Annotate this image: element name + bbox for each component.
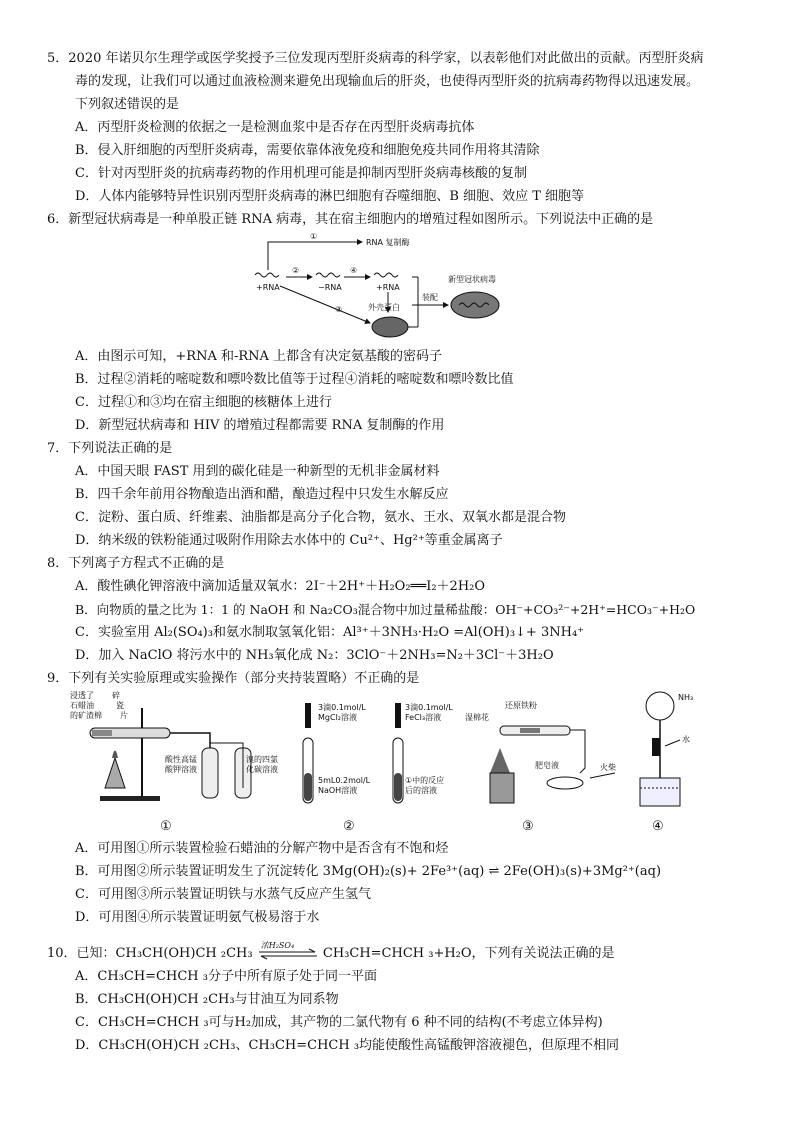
q9-apparatus-figures: [60, 688, 750, 836]
q8-option-b: B．向物质的量之比为 1：1 的 NaOH 和 Na₂CO₃混合物中加过量稀盐酸：OH⁻+CO₃²⁻+2H⁺=HCO₃⁻+H₂O: [75, 602, 696, 617]
q5-option-a: A．丙型肝炎检测的依据之一是检测血浆中是否存在丙型肝炎病毒抗体: [75, 120, 475, 135]
q7-option-d: D．纳米级的铁粉能通过吸附作用除去水体中的 Cu²⁺、Hg²⁺等重金属离子: [75, 533, 503, 548]
arrow-step1: [268, 242, 362, 270]
q10-reaction-arrow: [257, 941, 319, 963]
q7-option-c: C．淀粉、蛋白质、纤维素、油脂都是高分子化合物，氨水、王水、双氧水都是混合物: [75, 510, 566, 525]
label-step3: ③: [335, 305, 343, 314]
rna-positive-wave-2: [374, 273, 398, 277]
q9-stem: 9．下列有关实验原理或实验操作（部分夹持装置略）不正确的是: [47, 671, 420, 686]
svg-text:浸透了: 浸透了: [70, 691, 94, 700]
q6-stem: 6．新型冠状病毒是一种单股正链 RNA 病毒，其在宿主细胞内的增殖过程如图所示。下列说法中正确的是: [47, 212, 654, 227]
svg-text:水: 水: [682, 735, 690, 744]
q9-option-b: B．可用图②所示装置证明发生了沉淀转化 3Mg(OH)₂(s)+ 2Fe³⁺(aq) ⇌ 2Fe(OH)₃(s)+3Mg²⁺(aq): [75, 864, 662, 879]
svg-text:①中的反应: ①中的反应: [405, 776, 445, 785]
label-enzyme: RNA 复制酶: [366, 238, 410, 247]
q8-option-c: C．实验室用 Al₂(SO₄)₃和氨水制取氢氧化铝：Al³⁺＋3NH₃·H₂O =Al(OH)₃↓+ 3NH₄⁺: [75, 625, 585, 640]
svg-text:火柴: 火柴: [600, 763, 616, 772]
q10-option-a: A．CH₃CH=CHCH ₃分子中所有原子处于同一平面: [75, 969, 377, 984]
q6-option-c: C．过程①和③均在宿主细胞的核糖体上进行: [75, 395, 332, 410]
svg-text:酸钾溶液: 酸钾溶液: [165, 765, 197, 774]
q9-option-c: C．可用图③所示装置证明铁与水蒸气反应产生氢气: [75, 887, 371, 902]
svg-text:化碳溶液: 化碳溶液: [246, 765, 278, 774]
svg-text:湿棉花: 湿棉花: [465, 713, 489, 722]
q5-stem-line1: 5．2020 年诺贝尔生理学或医学奖授予三位发现丙型肝炎病毒的科学家，以表彰他们对此做出的贡献。丙型肝炎病: [47, 51, 704, 66]
svg-text:的矿渣棉: 的矿渣棉: [70, 711, 102, 720]
svg-text:NaOH溶液: NaOH溶液: [318, 786, 358, 795]
q10-stem: [47, 941, 615, 963]
svg-text:3滴0.1mol/L: 3滴0.1mol/L: [318, 703, 366, 712]
svg-text:碎: 碎: [112, 691, 120, 700]
label-step2: ②: [292, 266, 300, 275]
q7-option-a: A．中国天眼 FAST 用到的碳化硅是一种新型的无机非金属材料: [75, 464, 440, 479]
svg-text:瓷: 瓷: [116, 701, 124, 710]
figure-4-fountain-apparatus: [640, 692, 693, 834]
equilibrium-arrow-icon: [257, 945, 319, 963]
q8-option-a: A．酸性碘化钾溶液中滴加适量双氧水：2I⁻＋2H⁺＋H₂O₂══I₂＋2H₂O: [75, 579, 486, 594]
q5-stem-line2: 毒的发现，让我们可以通过血液检测来避免出现输血后的肝炎，也使得丙型肝炎的抗病毒药物得以迅速发展。: [75, 74, 700, 89]
shell-protein-blob: [372, 317, 408, 337]
rna-negative-wave: [316, 273, 340, 277]
q9-option-a: A．可用图①所示装置检验石蜡油的分解产物中是否含有不饱和烃: [75, 841, 449, 856]
svg-text:5mL0.2mol/L: 5mL0.2mol/L: [318, 776, 371, 785]
q5-option-d: D．人体内能够特异性识别丙型肝炎病毒的淋巴细胞有吞噬细胞、B 细胞、效应 T 细胞等: [75, 189, 585, 204]
label-step1: ①: [310, 232, 318, 241]
svg-text:肥皂液: 肥皂液: [535, 761, 559, 770]
q5-option-c: C．针对丙型肝炎的抗病毒药物的作用机理可能是抑制丙型肝炎病毒核酸的复制: [75, 166, 527, 181]
svg-text:石蜡油: 石蜡油: [70, 701, 94, 710]
q10-option-c: C．CH₃CH=CHCH ₃可与H₂加成，其产物的二氯代物有 6 种不同的结构(不考虑立体异构): [75, 1015, 603, 1030]
rna-positive-wave: [255, 273, 279, 277]
q10-stem-product: CH₃CH=CHCH ₃+H₂O，下列有关说法正确的是: [322, 946, 615, 961]
virus-shape: [451, 292, 499, 318]
q5-stem-line3: 下列叙述错误的是: [75, 97, 180, 112]
q8-stem: 8．下列离子方程式不正确的是: [47, 556, 225, 571]
label-step4: ④: [350, 266, 358, 275]
svg-text:MgCl₂溶液: MgCl₂溶液: [318, 713, 357, 722]
svg-text:酸性高锰: 酸性高锰: [165, 755, 197, 764]
svg-text:3滴0.1mol/L: 3滴0.1mol/L: [405, 703, 453, 712]
label-shell: 外壳蛋白: [368, 303, 400, 312]
q6-option-a: A．由图示可知，+RNA 和-RNA 上都含有决定氨基酸的密码子: [75, 349, 443, 364]
q5-option-b: B．侵入肝细胞的丙型肝炎病毒，需要依靠体液免疫和细胞免疫共同作用将其清除: [75, 143, 540, 158]
q9-option-d: D．可用图④所示装置证明氨气极易溶于水: [75, 910, 320, 925]
figure-3-number: ③: [522, 819, 534, 834]
svg-text:溴的四氯: 溴的四氯: [246, 755, 278, 764]
q10-condition: 浓H₂SO₄: [260, 941, 295, 950]
figure-1-number: ①: [160, 819, 172, 834]
svg-text:NH₃: NH₃: [678, 693, 694, 702]
label-virus: 新型冠状病毒: [448, 275, 496, 284]
label-rna-neg: −RNA: [318, 283, 342, 292]
figure-2-precipitate-tubes: [303, 702, 453, 834]
q7-option-b: B．四千余年前用谷物酿造出酒和醋，酿造过程中只发生水解反应: [75, 487, 449, 502]
q6-virus-replication-diagram: [250, 230, 520, 345]
figure-4-number: ④: [652, 819, 664, 834]
q6-option-d: D．新型冠状病毒和 HIV 的增殖过程都需要 RNA 复制酶的作用: [75, 418, 445, 433]
svg-text:FeCl₃溶液: FeCl₃溶液: [405, 713, 442, 722]
label-rna-pos1: +RNA: [256, 283, 280, 292]
svg-text:后的溶液: 后的溶液: [405, 786, 437, 795]
q10-option-b: B．CH₃CH(OH)CH ₂CH₃与甘油互为同系物: [75, 992, 339, 1007]
label-assembly: 装配: [422, 293, 438, 302]
q7-stem: 7．下列说法正确的是: [47, 441, 173, 456]
q8-option-d: D．加入 NaClO 将污水中的 NH₃氧化成 N₂：3ClO⁻＋2NH₃=N₂＋3Cl⁻＋3H₂O: [75, 648, 554, 663]
q6-option-b: B．过程②消耗的嘧啶数和嘌呤数比值等于过程④消耗的嘧啶数和嘌呤数比值: [75, 372, 514, 387]
svg-text:片: 片: [120, 711, 128, 720]
svg-text:还原铁粉: 还原铁粉: [505, 701, 537, 710]
label-rna-pos2: +RNA: [376, 283, 400, 292]
q10-stem-reactant: 10．已知：CH₃CH(OH)CH ₂CH₃: [47, 946, 253, 961]
figure-2-number: ②: [343, 819, 355, 834]
figure-1-cracking-apparatus: [70, 690, 278, 834]
figure-3-iron-steam-apparatus: [465, 700, 616, 834]
q10-option-d: D．CH₃CH(OH)CH ₂CH₃、CH₃CH=CHCH ₃均能使酸性高锰酸钾溶液褪色，但原理不相同: [75, 1038, 620, 1053]
